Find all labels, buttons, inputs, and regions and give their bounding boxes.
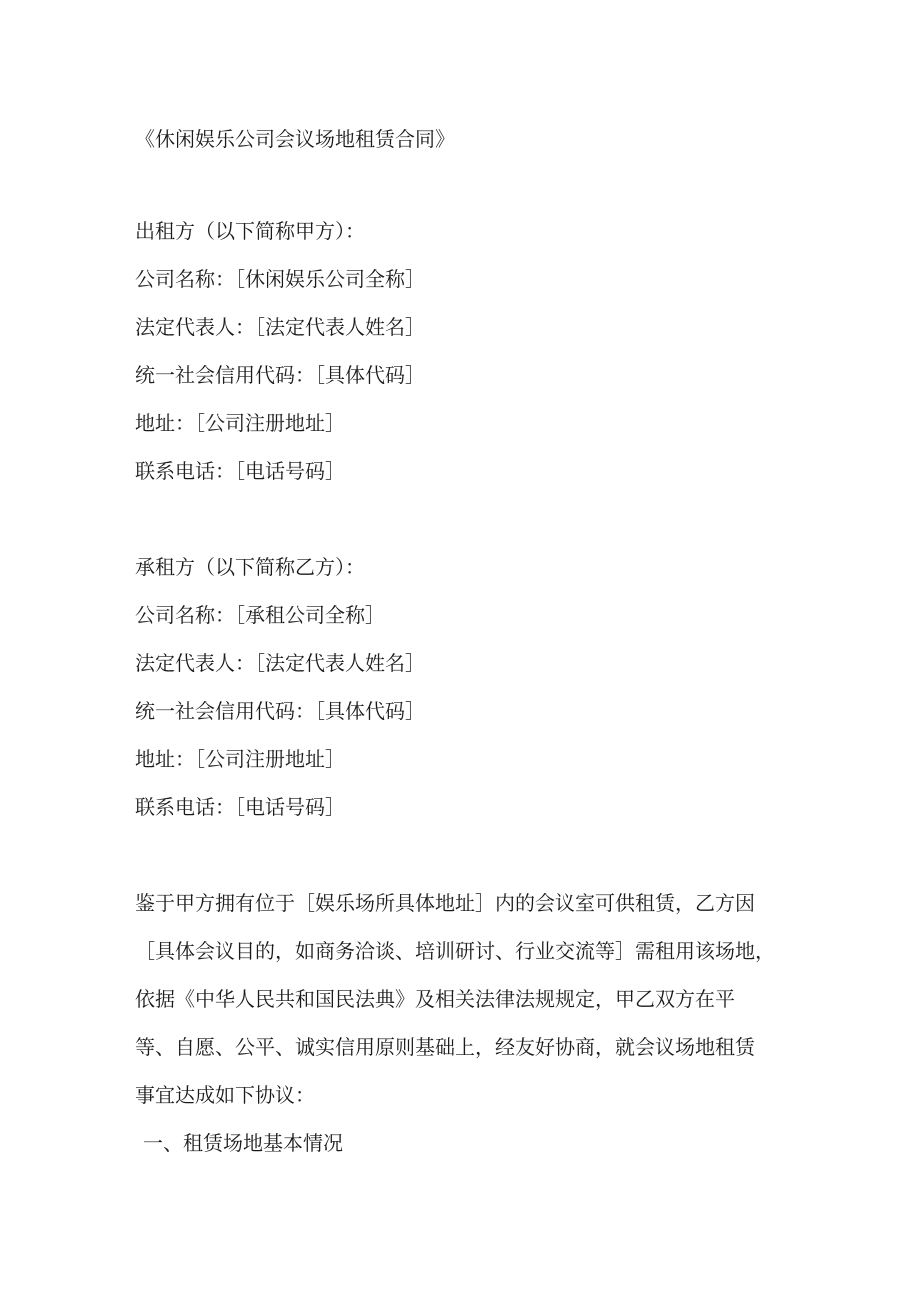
preamble-line: 鉴于甲方拥有位于［娱乐场所具体地址］内的会议室可供租赁，乙方因 [135, 891, 755, 915]
preamble-line: 依据《中华人民共和国民法典》及相关法律法规规定，甲乙双方在平 [135, 987, 735, 1011]
party-a-company-name: 公司名称：［休闲娱乐公司全称］ [135, 267, 425, 291]
party-b-legal-rep: 法定代表人：［法定代表人姓名］ [135, 651, 425, 675]
party-b-phone: 联系电话：［电话号码］ [135, 795, 345, 819]
preamble-line: ［具体会议目的，如商务洽谈、培训研讨、行业交流等］需租用该场地， [135, 939, 775, 963]
party-a-credit-code: 统一社会信用代码：［具体代码］ [135, 363, 425, 387]
party-b-heading: 承租方（以下简称乙方）： [135, 555, 365, 579]
preamble-line: 等、自愿、公平、诚实信用原则基础上，经友好协商，就会议场地租赁 [135, 1035, 755, 1059]
party-b-address: 地址：［公司注册地址］ [135, 747, 345, 771]
party-b-credit-code: 统一社会信用代码：［具体代码］ [135, 699, 425, 723]
preamble-line: 事宜达成如下协议： [135, 1083, 315, 1107]
party-a-legal-rep: 法定代表人：［法定代表人姓名］ [135, 315, 425, 339]
section-heading: 一、租赁场地基本情况 [143, 1131, 343, 1155]
document-title: 《休闲娱乐公司会议场地租赁合同》 [135, 127, 455, 151]
party-a-address: 地址：［公司注册地址］ [135, 411, 345, 435]
party-b-company-name: 公司名称：［承租公司全称］ [135, 603, 385, 627]
party-a-phone: 联系电话：［电话号码］ [135, 459, 345, 483]
party-a-heading: 出租方（以下简称甲方）： [135, 219, 365, 243]
